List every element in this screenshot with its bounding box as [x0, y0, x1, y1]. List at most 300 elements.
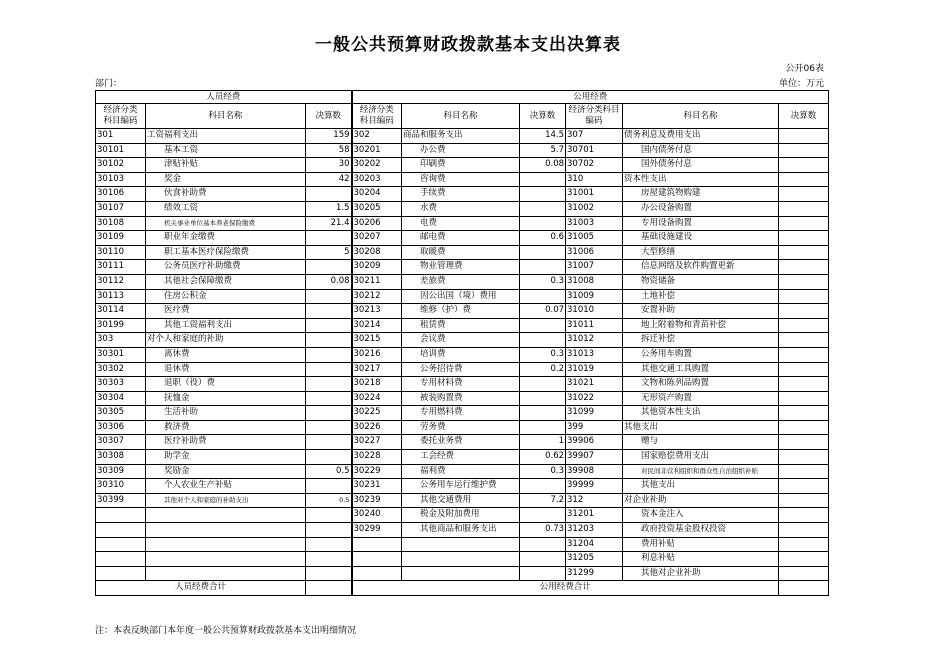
name-cell: 专用燃料费: [402, 406, 520, 421]
name-cell: 赠与: [623, 435, 779, 450]
name-cell: 奖励金: [146, 464, 306, 479]
code-cell: 30309: [96, 464, 146, 479]
unit-label: 单位：万元: [778, 79, 824, 89]
code-cell: 399: [566, 420, 623, 435]
code-cell: 30304: [96, 391, 146, 406]
name-cell: 基本工资: [146, 143, 306, 158]
personnel-total-value: [306, 581, 352, 596]
code-cell: 30107: [96, 201, 146, 216]
code-cell: 30231: [352, 479, 402, 494]
name-cell: 个人农业生产补贴: [146, 479, 306, 494]
code-cell: 30217: [352, 362, 402, 377]
name-cell: [146, 566, 306, 581]
amount-cell: [779, 304, 829, 319]
name-cell: 对个人和家庭的补助: [146, 333, 306, 348]
code-cell: [96, 508, 146, 523]
amount-cell: 5.7: [520, 143, 566, 158]
code-cell: 31205: [566, 552, 623, 567]
table-row: [96, 420, 829, 435]
name-cell: 医疗补助费: [146, 435, 306, 450]
amount-cell: 0.5: [306, 493, 352, 508]
amount-cell: [306, 406, 352, 421]
name-cell: 工资福利支出: [146, 129, 306, 144]
code-cell: 303: [96, 333, 146, 348]
amount-cell: [520, 420, 566, 435]
amount-cell: 5: [306, 245, 352, 260]
amount-cell: [520, 377, 566, 392]
col-code: 经济分类 科目编码: [96, 104, 146, 129]
name-cell: 租赁费: [402, 318, 520, 333]
name-cell: 奖金: [146, 172, 306, 187]
name-cell: 公务招待费: [402, 362, 520, 377]
amount-cell: [520, 245, 566, 260]
amount-cell: [520, 552, 566, 567]
code-cell: 31203: [566, 523, 623, 538]
amount-cell: [520, 406, 566, 421]
public-total-value: [779, 581, 829, 596]
name-cell: 职业年金缴费: [146, 231, 306, 246]
table-row: [96, 274, 829, 289]
code-cell: [352, 537, 402, 552]
name-cell: 大型修缮: [623, 245, 779, 260]
name-cell: 生活补助: [146, 406, 306, 421]
col-name: 科目名称: [146, 104, 306, 129]
name-cell: 公务员医疗补助缴费: [146, 260, 306, 275]
name-cell: 对民间非营利组织和群众性自治组织补贴: [623, 464, 779, 479]
table-row: [96, 260, 829, 275]
section-public: 公用经费: [352, 91, 829, 104]
table-row: [96, 231, 829, 246]
amount-cell: [779, 537, 829, 552]
name-cell: 其他工资福利支出: [146, 318, 306, 333]
code-cell: [96, 552, 146, 567]
amount-cell: [520, 391, 566, 406]
code-cell: 30306: [96, 420, 146, 435]
name-cell: 水费: [402, 201, 520, 216]
amount-cell: [520, 508, 566, 523]
name-cell: 房屋建筑物购建: [623, 187, 779, 202]
amount-cell: [306, 537, 352, 552]
amount-cell: [306, 347, 352, 362]
amount-cell: [520, 566, 566, 581]
table-row: [96, 143, 829, 158]
amount-cell: [779, 333, 829, 348]
name-cell: 其他对个人和家庭的补助支出: [146, 493, 306, 508]
amount-cell: 21.4: [306, 216, 352, 231]
name-cell: 邮电费: [402, 231, 520, 246]
code-cell: 31299: [566, 566, 623, 581]
code-cell: 31204: [566, 537, 623, 552]
name-cell: 无形资产购置: [623, 391, 779, 406]
code-cell: [352, 552, 402, 567]
name-cell: 印刷费: [402, 158, 520, 173]
name-cell: 取暖费: [402, 245, 520, 260]
name-cell: [146, 523, 306, 538]
code-cell: 301: [96, 129, 146, 144]
code-cell: 30113: [96, 289, 146, 304]
table-row: [96, 493, 829, 508]
code-cell: 39906: [566, 435, 623, 450]
table-row: [96, 435, 829, 450]
code-cell: 30199: [96, 318, 146, 333]
code-cell: 30302: [96, 362, 146, 377]
name-cell: 电费: [402, 216, 520, 231]
code-cell: 31011: [566, 318, 623, 333]
name-cell: 地上附着物和青苗补偿: [623, 318, 779, 333]
amount-cell: [779, 187, 829, 202]
code-cell: 31010: [566, 304, 623, 319]
code-cell: 30239: [352, 493, 402, 508]
name-cell: 退职（役）费: [146, 377, 306, 392]
name-cell: 利息补贴: [623, 552, 779, 567]
name-cell: 工会经费: [402, 450, 520, 465]
name-cell: 其他资本性支出: [623, 406, 779, 421]
table-row: [96, 566, 829, 581]
amount-cell: [306, 552, 352, 567]
name-cell: 因公出国（境）费用: [402, 289, 520, 304]
code-cell: 30213: [352, 304, 402, 319]
code-cell: 31012: [566, 333, 623, 348]
amount-cell: [779, 274, 829, 289]
name-cell: 税金及附加费用: [402, 508, 520, 523]
name-cell: 基础设施建设: [623, 231, 779, 246]
amount-cell: 0.73: [520, 523, 566, 538]
name-cell: 维修（护）费: [402, 304, 520, 319]
amount-cell: 0.6: [520, 231, 566, 246]
name-cell: 差旅费: [402, 274, 520, 289]
amount-cell: [306, 450, 352, 465]
amount-cell: [306, 362, 352, 377]
name-cell: 文物和陈列品购置: [623, 377, 779, 392]
code-cell: 30103: [96, 172, 146, 187]
amount-cell: [779, 552, 829, 567]
name-cell: 土地补偿: [623, 289, 779, 304]
code-cell: [96, 566, 146, 581]
department-label: 部门：: [95, 79, 123, 89]
name-cell: 其他交通工具购置: [623, 362, 779, 377]
amount-cell: 0.3: [520, 347, 566, 362]
amount-cell: [306, 420, 352, 435]
public-total-label: 公用经费合计: [352, 581, 779, 596]
amount-cell: [306, 566, 352, 581]
code-cell: 30226: [352, 420, 402, 435]
code-cell: 30209: [352, 260, 402, 275]
amount-cell: [306, 391, 352, 406]
amount-cell: [779, 362, 829, 377]
name-cell: 商品和服务支出: [402, 129, 520, 144]
table-row: [96, 406, 829, 421]
code-cell: 307: [566, 129, 623, 144]
amount-cell: 1: [520, 435, 566, 450]
code-cell: [96, 523, 146, 538]
amount-cell: [520, 216, 566, 231]
name-cell: 抚恤金: [146, 391, 306, 406]
table-row: [96, 362, 829, 377]
table-row: [96, 245, 829, 260]
name-cell: 国家赔偿费用支出: [623, 450, 779, 465]
amount-cell: [520, 537, 566, 552]
table-row: [96, 450, 829, 465]
name-cell: 助学金: [146, 450, 306, 465]
table-row: [96, 508, 829, 523]
code-cell: 30307: [96, 435, 146, 450]
amount-cell: [779, 143, 829, 158]
name-cell: 拆迁补偿: [623, 333, 779, 348]
table-row: [96, 391, 829, 406]
name-cell: 信息网络及软件购置更新: [623, 260, 779, 275]
table-row: [96, 333, 829, 348]
amount-cell: [520, 479, 566, 494]
amount-cell: [779, 493, 829, 508]
name-cell: [146, 508, 306, 523]
page-title: 一般公共预算财政拨款基本支出决算表: [315, 35, 621, 55]
amount-cell: [779, 523, 829, 538]
code-cell: 30108: [96, 216, 146, 231]
amount-cell: [779, 420, 829, 435]
name-cell: 福利费: [402, 464, 520, 479]
name-cell: 其他社会保障缴费: [146, 274, 306, 289]
code-cell: 30702: [566, 158, 623, 173]
code-cell: 30201: [352, 143, 402, 158]
code-cell: 30203: [352, 172, 402, 187]
code-cell: 30211: [352, 274, 402, 289]
table-row: [96, 464, 829, 479]
code-cell: 30111: [96, 260, 146, 275]
amount-cell: [779, 508, 829, 523]
code-cell: 30215: [352, 333, 402, 348]
name-cell: 委托业务费: [402, 435, 520, 450]
amount-cell: [779, 318, 829, 333]
code-cell: 30218: [352, 377, 402, 392]
amount-cell: [779, 347, 829, 362]
footnote: 注：本表反映部门本年度一般公共预算财政拨款基本支出明细情况: [95, 626, 357, 636]
code-cell: 310: [566, 172, 623, 187]
amount-cell: [779, 435, 829, 450]
personnel-total-label: 人员经费合计: [96, 581, 306, 596]
name-cell: 机关事业单位基本养老保险缴费: [146, 216, 306, 231]
amount-cell: 30: [306, 158, 352, 173]
form-code: 公开06表: [785, 64, 824, 74]
amount-cell: [520, 172, 566, 187]
section-header-row: [96, 91, 829, 104]
code-cell: 30102: [96, 158, 146, 173]
amount-cell: 42: [306, 172, 352, 187]
name-cell: 专用材料费: [402, 377, 520, 392]
table-row: [96, 537, 829, 552]
name-cell: 其他对企业补助: [623, 566, 779, 581]
code-cell: 30228: [352, 450, 402, 465]
code-cell: 31007: [566, 260, 623, 275]
amount-cell: [520, 289, 566, 304]
code-cell: 30701: [566, 143, 623, 158]
name-cell: [402, 537, 520, 552]
table-row: [96, 187, 829, 202]
amount-cell: [779, 566, 829, 581]
code-cell: 312: [566, 493, 623, 508]
code-cell: [96, 537, 146, 552]
amount-cell: [520, 333, 566, 348]
code-cell: 30229: [352, 464, 402, 479]
amount-cell: 0.08: [520, 158, 566, 173]
name-cell: 专用设备购置: [623, 216, 779, 231]
code-cell: 39907: [566, 450, 623, 465]
code-cell: 30114: [96, 304, 146, 319]
code-cell: 30224: [352, 391, 402, 406]
code-cell: 30112: [96, 274, 146, 289]
name-cell: 绩效工资: [146, 201, 306, 216]
name-cell: 物资储备: [623, 274, 779, 289]
name-cell: 职工基本医疗保险缴费: [146, 245, 306, 260]
name-cell: 救济费: [146, 420, 306, 435]
table-row: [96, 129, 829, 144]
code-cell: 30109: [96, 231, 146, 246]
amount-cell: [779, 479, 829, 494]
col-name: 科目名称: [402, 104, 520, 129]
name-cell: 津贴补贴: [146, 158, 306, 173]
amount-cell: 0.5: [306, 464, 352, 479]
amount-cell: [779, 450, 829, 465]
amount-cell: [779, 289, 829, 304]
name-cell: [146, 552, 306, 567]
amount-cell: 0.3: [520, 274, 566, 289]
col-name: 科目名称: [623, 104, 779, 129]
code-cell: 31001: [566, 187, 623, 202]
code-cell: 30399: [96, 493, 146, 508]
table-row: [96, 172, 829, 187]
name-cell: 公务用车购置: [623, 347, 779, 362]
amount-cell: 7.2: [520, 493, 566, 508]
amount-cell: [306, 304, 352, 319]
code-cell: 30227: [352, 435, 402, 450]
name-cell: 其他支出: [623, 479, 779, 494]
amount-cell: [306, 231, 352, 246]
totals-row: [96, 581, 829, 596]
amount-cell: [520, 201, 566, 216]
amount-cell: [306, 333, 352, 348]
amount-cell: [779, 231, 829, 246]
code-cell: 30208: [352, 245, 402, 260]
code-cell: 30310: [96, 479, 146, 494]
name-cell: [402, 566, 520, 581]
col-code: 经济分类 科目编码: [352, 104, 402, 129]
name-cell: 离休费: [146, 347, 306, 362]
code-cell: 30205: [352, 201, 402, 216]
amount-cell: [306, 260, 352, 275]
name-cell: [402, 552, 520, 567]
code-cell: 31021: [566, 377, 623, 392]
amount-cell: [779, 201, 829, 216]
name-cell: 政府投资基金股权投资: [623, 523, 779, 538]
amount-cell: [306, 523, 352, 538]
col-amount: 决算数: [306, 104, 352, 129]
amount-cell: [779, 464, 829, 479]
name-cell: 医疗费: [146, 304, 306, 319]
table-row: [96, 201, 829, 216]
col-code: 经济分类科目编码: [566, 104, 623, 129]
name-cell: 办公费: [402, 143, 520, 158]
amount-cell: [779, 172, 829, 187]
amount-cell: 14.5: [520, 129, 566, 144]
amount-cell: [779, 391, 829, 406]
amount-cell: 0.62: [520, 450, 566, 465]
amount-cell: [779, 216, 829, 231]
name-cell: 办公设备购置: [623, 201, 779, 216]
amount-cell: [306, 187, 352, 202]
amount-cell: 159: [306, 129, 352, 144]
code-cell: 30106: [96, 187, 146, 202]
code-cell: 30308: [96, 450, 146, 465]
amount-cell: 0.3: [520, 464, 566, 479]
amount-cell: [520, 260, 566, 275]
code-cell: 30216: [352, 347, 402, 362]
amount-cell: [779, 245, 829, 260]
code-cell: 31003: [566, 216, 623, 231]
code-cell: 302: [352, 129, 402, 144]
table-row: [96, 158, 829, 173]
table-row: [96, 289, 829, 304]
name-cell: 其他交通费用: [402, 493, 520, 508]
amount-cell: [779, 129, 829, 144]
name-cell: 会议费: [402, 333, 520, 348]
name-cell: 其他支出: [623, 420, 779, 435]
code-cell: 31009: [566, 289, 623, 304]
name-cell: 国内债务付息: [623, 143, 779, 158]
table-row: [96, 304, 829, 319]
col-amount: 决算数: [520, 104, 566, 129]
name-cell: 公务用车运行维护费: [402, 479, 520, 494]
table-row: [96, 318, 829, 333]
table-row: [96, 552, 829, 567]
amount-cell: [306, 435, 352, 450]
code-cell: 31201: [566, 508, 623, 523]
name-cell: 劳务费: [402, 420, 520, 435]
amount-cell: 0.08: [306, 274, 352, 289]
code-cell: 30301: [96, 347, 146, 362]
code-cell: 31005: [566, 231, 623, 246]
table-row: [96, 347, 829, 362]
code-cell: 39908: [566, 464, 623, 479]
name-cell: 伙食补助费: [146, 187, 306, 202]
amount-cell: 0.2: [520, 362, 566, 377]
name-cell: 住房公积金: [146, 289, 306, 304]
table-row: [96, 523, 829, 538]
code-cell: 31006: [566, 245, 623, 260]
code-cell: 30212: [352, 289, 402, 304]
name-cell: 国外债务付息: [623, 158, 779, 173]
name-cell: 安置补助: [623, 304, 779, 319]
code-cell: 30240: [352, 508, 402, 523]
name-cell: 费用补贴: [623, 537, 779, 552]
code-cell: 31022: [566, 391, 623, 406]
code-cell: 31008: [566, 274, 623, 289]
code-cell: 30206: [352, 216, 402, 231]
amount-cell: [306, 508, 352, 523]
name-cell: 手续费: [402, 187, 520, 202]
name-cell: 资本性支出: [623, 172, 779, 187]
name-cell: 物业管理费: [402, 260, 520, 275]
table-row: [96, 377, 829, 392]
name-cell: 被装购置费: [402, 391, 520, 406]
code-cell: 31013: [566, 347, 623, 362]
code-cell: 31019: [566, 362, 623, 377]
name-cell: 债务利息及费用支出: [623, 129, 779, 144]
code-cell: 39999: [566, 479, 623, 494]
amount-cell: [779, 406, 829, 421]
section-personnel: 人员经费: [96, 91, 352, 104]
code-cell: 30299: [352, 523, 402, 538]
amount-cell: 1.5: [306, 201, 352, 216]
amount-cell: [779, 260, 829, 275]
